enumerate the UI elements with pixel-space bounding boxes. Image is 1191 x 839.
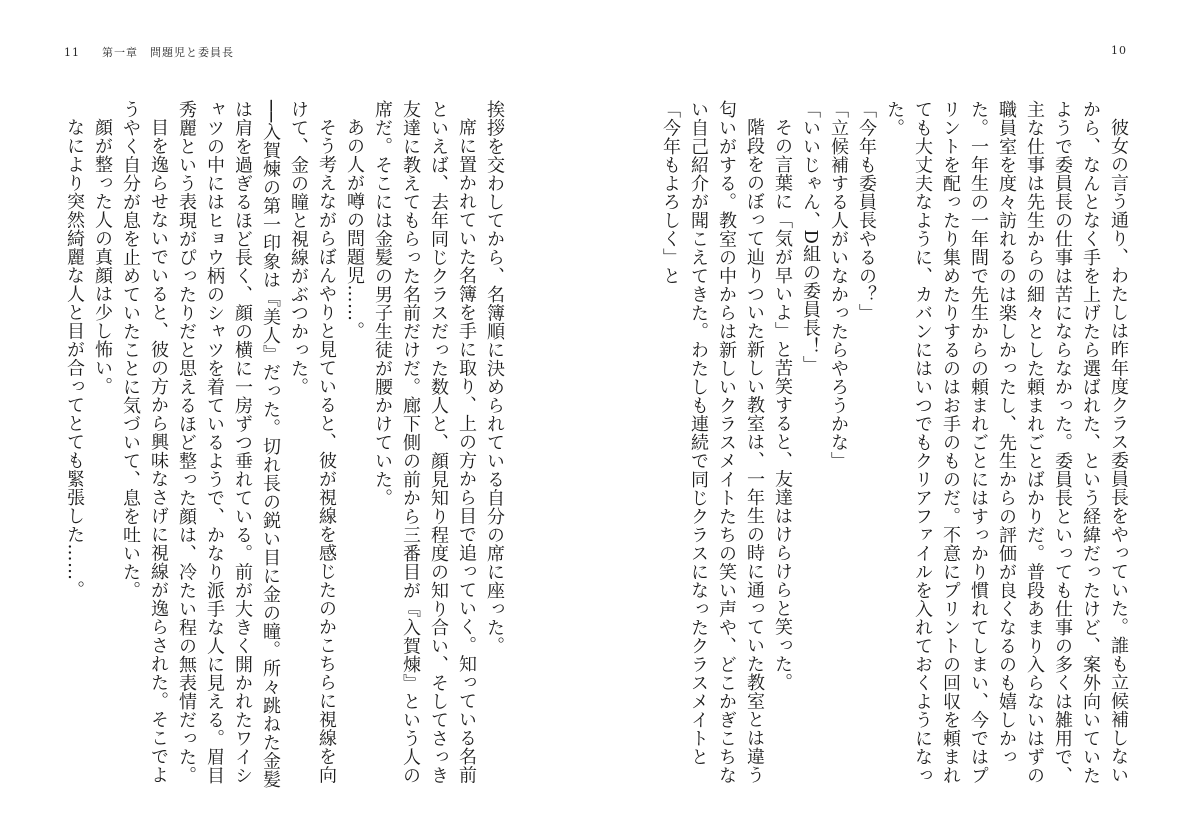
dialogue-line: 「いいじゃん、D組の委員長！」 xyxy=(800,100,821,374)
left-page xyxy=(0,0,595,839)
left-page-header xyxy=(64,44,234,60)
paragraph: あの人が噂の問題児……。 xyxy=(344,118,365,340)
paragraph: 挨拶を交わしてから、名簿順に決められている自分の席に座った。 xyxy=(484,100,505,655)
right-page-text xyxy=(660,100,1132,790)
paragraph: 顔が整った人の真顔は少し怖い。 xyxy=(92,118,113,396)
paragraph: その言葉に「気が早いよ」と苦笑すると、友達はけらけらと笑った。 xyxy=(772,118,793,692)
paragraph: なにより突然綺麗な人と目が合ってとても緊張した……。 xyxy=(64,118,85,599)
paragraph: 階段をのぼって辿りついた新しい教室は、一年生の時に通っていた教室とは違う匂いがする。教室の中からは新しいクラスメイトたちの笑い声や、どこかぎこちない自己紹介が聞こえてきた。わたしも連続で同じクラスになったクラスメイトと「今年もよろしく」と xyxy=(660,100,765,785)
paragraph: ──入賀煉の第一印象は『美人』だった。切れ長の鋭い目に金の瞳。所々跳ねた金髪は肩を過ぎるほど長く、顔の横に一房ずつ垂れている。前が大きく開かれたワイシャツの中にはヒョウ柄のシャツを着ているようで、かなり派手な人に見える。眉目秀麗という表現がぴったりだと思えるほど整った顔は、冷たい程の無表情だった。 xyxy=(176,100,281,789)
right-page-number: 10 xyxy=(1111,44,1127,57)
paragraph: そう考えながらぼんやりと見ていると、彼が視線を感じたのかこちらに視線を向けて、金の瞳と視線がぶつかった。 xyxy=(288,100,337,784)
left-page-text xyxy=(66,100,508,790)
right-page-header xyxy=(1111,44,1127,57)
right-page xyxy=(596,0,1191,839)
running-head: 第一章 問題児と委員長 xyxy=(102,46,234,59)
paragraph: 席に置かれていた名簿を手に取り、上の方から目で追っていく。知っている名前といえば、去年同じクラスだった数人と、顔見知り程度の知り合い、そしてさっき友達に教えてもらった名前だけだ。廊下側の前から三番目が『入賀煉』という人の席だ。そこには金髪の男子生徒が腰かけていた。 xyxy=(372,100,477,785)
paragraph: 彼女の言う通り、わたしは昨年度クラス委員長をやっていた。誰も立候補しないから、なんとなく手を上げたら選ばれた、という経緯だったけど、案外向いていたようで委員長の仕事は苦にならなかった。委員長といっても仕事の多くは雑用で、主な仕事は先生からの細々とした頼まれごとばかりだ。普段あまり入らないはずの職員室を度々訪れるのは楽しかったし、先生からの評価が良くなるのも嬉しかった。一年生の一年間で先生からの頼まれごとにはすっかり慣れてしまい、今ではプリントを配ったり集めたりするのはお手のものだ。不意にプリントの回収を頼まれても大丈夫なように、カバンにはいつでもクリアファイルを入れておくようになった。 xyxy=(884,100,1129,785)
left-page-number: 11 xyxy=(64,46,80,59)
dialogue-line: 「立候補する人がいなかったらやろうかな」 xyxy=(828,100,849,470)
paragraph: 目を逸らせないでいると、彼の方から興味なさげに視線が逸らされた。そこでようやく自分が息を止めていたことに気づいて、息を吐いた。 xyxy=(120,100,169,784)
dialogue-line: 「今年も委員長やるの？」 xyxy=(856,100,877,322)
